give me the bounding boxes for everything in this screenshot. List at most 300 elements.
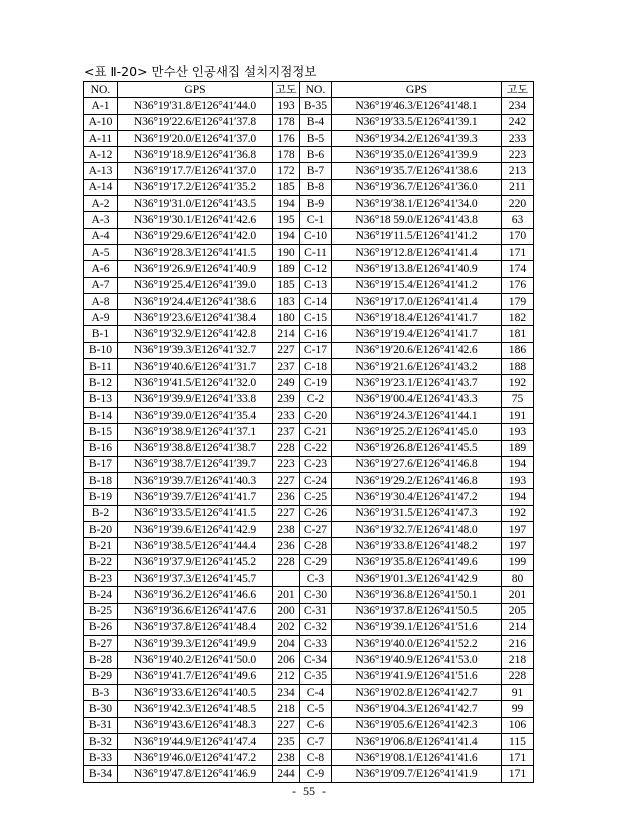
table-row	[84, 668, 534, 684]
altitude-cell: 238	[273, 522, 300, 538]
site-no-cell: B-14	[84, 407, 118, 423]
site-no-cell: B-27	[84, 636, 118, 652]
table-row	[84, 603, 534, 619]
altitude-cell: 233	[502, 130, 534, 146]
gps-cell: N36°19′01.3/E126°41′42.9	[332, 570, 502, 586]
gps-cell: N36°19′30.4/E126°41′47.2	[332, 489, 502, 505]
table-row	[84, 570, 534, 586]
site-no-cell: A-13	[84, 163, 118, 179]
site-no-cell: C-35	[300, 668, 332, 684]
table-row	[84, 147, 534, 163]
table-row	[84, 554, 534, 570]
table-row	[84, 473, 534, 489]
gps-cell: N36°19′36.8/E126°41′50.1	[332, 587, 502, 603]
table-row	[84, 489, 534, 505]
gps-cell: N36°19′06.8/E126°41′41.4	[332, 733, 502, 749]
site-no-cell: B-19	[84, 489, 118, 505]
site-no-cell: C-33	[300, 636, 332, 652]
altitude-cell: 228	[273, 440, 300, 456]
table-row	[84, 310, 534, 326]
gps-cell: N36°19′20.0/E126°41′37.0	[118, 130, 273, 146]
site-no-cell: A-14	[84, 179, 118, 195]
altitude-cell: 178	[273, 147, 300, 163]
gps-cell: N36°19′27.6/E126°41′46.8	[332, 456, 502, 472]
altitude-cell: 213	[502, 163, 534, 179]
table-row	[84, 587, 534, 603]
gps-cell: N36°19′20.6/E126°41′42.6	[332, 342, 502, 358]
site-no-cell: B-24	[84, 587, 118, 603]
altitude-cell: 63	[502, 212, 534, 228]
gps-cell: N36°19′05.6/E126°41′42.3	[332, 717, 502, 733]
site-no-cell: B-17	[84, 456, 118, 472]
gps-cell: N36°19′09.7/E126°41′41.9	[332, 766, 502, 782]
gps-cell: N36°19′31.0/E126°41′43.5	[118, 196, 273, 212]
gps-cell: N36°19′38.8/E126°41′38.7	[118, 440, 273, 456]
table-row	[84, 261, 534, 277]
table-row	[84, 130, 534, 146]
site-no-cell: B-10	[84, 342, 118, 358]
site-no-cell: A-9	[84, 310, 118, 326]
altitude-cell: 185	[273, 277, 300, 293]
site-no-cell: B-23	[84, 570, 118, 586]
table-row	[84, 114, 534, 130]
site-no-cell: C-22	[300, 440, 332, 456]
gps-cell: N36°19′12.8/E126°41′41.4	[332, 244, 502, 260]
altitude-cell: 194	[273, 196, 300, 212]
altitude-cell: 234	[273, 684, 300, 700]
site-no-cell: C-4	[300, 684, 332, 700]
gps-cell: N36°19′46.3/E126°41′48.1	[332, 98, 502, 114]
site-no-cell: C-14	[300, 293, 332, 309]
altitude-cell: 239	[273, 391, 300, 407]
altitude-cell: 183	[273, 293, 300, 309]
table-row	[84, 538, 534, 554]
site-no-cell: C-28	[300, 538, 332, 554]
altitude-cell: 211	[502, 179, 534, 195]
site-no-cell: C-27	[300, 522, 332, 538]
gps-cell: N36°19′37.8/E126°41′50.5	[332, 603, 502, 619]
gps-cell: N36°19′47.8/E126°41′46.9	[118, 766, 273, 782]
altitude-cell: 178	[273, 114, 300, 130]
site-no-cell: C-11	[300, 244, 332, 260]
gps-cell: N36°19′11.5/E126°41′41.2	[332, 228, 502, 244]
site-no-cell: B-1	[84, 326, 118, 342]
site-no-cell: C-31	[300, 603, 332, 619]
table-row	[84, 424, 534, 440]
site-no-cell: C-15	[300, 310, 332, 326]
altitude-cell: 176	[273, 130, 300, 146]
site-no-cell: A-7	[84, 277, 118, 293]
altitude-cell: 115	[502, 733, 534, 749]
site-no-cell: B-30	[84, 701, 118, 717]
gps-cell: N36°19′39.0/E126°41′35.4	[118, 407, 273, 423]
table-caption: <표 Ⅱ-20> 만수산 인공새집 설치지점정보	[84, 64, 317, 79]
gps-cell: N36°19′26.9/E126°41′40.9	[118, 261, 273, 277]
gps-cell: N36°19′17.2/E126°41′35.2	[118, 179, 273, 195]
table-row	[84, 522, 534, 538]
site-no-cell: B-32	[84, 733, 118, 749]
altitude-cell	[273, 570, 300, 586]
table-row	[84, 228, 534, 244]
gps-cell: N36°19′29.6/E126°41′42.0	[118, 228, 273, 244]
table-row	[84, 326, 534, 342]
altitude-cell: 249	[273, 375, 300, 391]
gps-cell: N36°19′41.5/E126°41′32.0	[118, 375, 273, 391]
site-no-cell: C-16	[300, 326, 332, 342]
gps-cell: N36°19′22.6/E126°41′37.8	[118, 114, 273, 130]
gps-cell: N36°19′46.0/E126°41′47.2	[118, 750, 273, 766]
gps-cell: N36°19′33.8/E126°41′48.2	[332, 538, 502, 554]
gps-cell: N36°19′39.7/E126°41′41.7	[118, 489, 273, 505]
altitude-cell: 171	[502, 766, 534, 782]
altitude-cell: 223	[502, 147, 534, 163]
altitude-cell: 188	[502, 359, 534, 375]
site-no-cell: C-6	[300, 717, 332, 733]
gps-cell: N36°19′13.8/E126°41′40.9	[332, 261, 502, 277]
site-no-cell: B-35	[300, 98, 332, 114]
gps-cell: N36°19′43.6/E126°41′48.3	[118, 717, 273, 733]
altitude-cell: 227	[273, 342, 300, 358]
site-no-cell: C-18	[300, 359, 332, 375]
altitude-cell: 181	[502, 326, 534, 342]
gps-cell: N36°19′25.2/E126°41′45.0	[332, 424, 502, 440]
page-number: - 55 -	[292, 784, 326, 798]
gps-cell: N36°19′23.1/E126°41′43.7	[332, 375, 502, 391]
gps-cell: N36°19′35.0/E126°41′39.9	[332, 147, 502, 163]
header-no: NO.	[84, 82, 118, 98]
altitude-cell: 171	[502, 244, 534, 260]
gps-cell: N36°19′29.2/E126°41′46.8	[332, 473, 502, 489]
table-row	[84, 407, 534, 423]
table-row	[84, 505, 534, 521]
altitude-cell: 172	[273, 163, 300, 179]
altitude-cell: 227	[273, 717, 300, 733]
table-row	[84, 244, 534, 260]
gps-cell: N36°19′38.5/E126°41′44.4	[118, 538, 273, 554]
site-no-cell: C-9	[300, 766, 332, 782]
table-row	[84, 684, 534, 700]
table-body	[84, 98, 534, 782]
site-no-cell: B-33	[84, 750, 118, 766]
table-header-row	[84, 82, 534, 98]
gps-cell: N36°19′40.0/E126°41′52.2	[332, 636, 502, 652]
altitude-cell: 216	[502, 636, 534, 652]
site-no-cell: A-12	[84, 147, 118, 163]
gps-cell: N36°19′39.6/E126°41′42.9	[118, 522, 273, 538]
gps-cell: N36°19′36.7/E126°41′36.0	[332, 179, 502, 195]
altitude-cell: 99	[502, 701, 534, 717]
altitude-cell: 197	[502, 522, 534, 538]
site-no-cell: C-29	[300, 554, 332, 570]
site-no-cell: B-25	[84, 603, 118, 619]
site-no-cell: C-3	[300, 570, 332, 586]
site-no-cell: B-29	[84, 668, 118, 684]
altitude-cell: 244	[273, 766, 300, 782]
site-no-cell: C-1	[300, 212, 332, 228]
site-no-cell: A-6	[84, 261, 118, 277]
gps-cell: N36°19′31.5/E126°41′47.3	[332, 505, 502, 521]
altitude-cell: 194	[502, 489, 534, 505]
altitude-cell: 186	[502, 342, 534, 358]
site-no-cell: B-15	[84, 424, 118, 440]
site-no-cell: B-26	[84, 619, 118, 635]
table-row	[84, 440, 534, 456]
site-no-cell: C-10	[300, 228, 332, 244]
table-row	[84, 701, 534, 717]
gps-cell: N36°19′36.2/E126°41′46.6	[118, 587, 273, 603]
gps-cell: N36°19′35.8/E126°41′49.6	[332, 554, 502, 570]
gps-cell: N36°19′33.6/E126°41′40.5	[118, 684, 273, 700]
gps-cell: N36°19′25.4/E126°41′39.0	[118, 277, 273, 293]
table-row	[84, 750, 534, 766]
site-no-cell: B-12	[84, 375, 118, 391]
gps-cell: N36°19′44.9/E126°41′47.4	[118, 733, 273, 749]
site-no-cell: C-5	[300, 701, 332, 717]
site-no-cell: C-12	[300, 261, 332, 277]
altitude-cell: 220	[502, 196, 534, 212]
altitude-cell: 194	[502, 456, 534, 472]
gps-cell: N36°19′41.7/E126°41′49.6	[118, 668, 273, 684]
table-row	[84, 293, 534, 309]
altitude-cell: 242	[502, 114, 534, 130]
altitude-cell: 205	[502, 603, 534, 619]
altitude-cell: 192	[502, 375, 534, 391]
site-no-cell: C-32	[300, 619, 332, 635]
gps-cell: N36°19′39.3/E126°41′49.9	[118, 636, 273, 652]
altitude-cell: 170	[502, 228, 534, 244]
header-no: NO.	[300, 82, 332, 98]
gps-cell: N36°19′17.0/E126°41′41.4	[332, 293, 502, 309]
gps-cell: N36°19′30.1/E126°41′42.6	[118, 212, 273, 228]
gps-cell: N36°19′31.8/E126°41′44.0	[118, 98, 273, 114]
altitude-cell: 200	[273, 603, 300, 619]
site-no-cell: B-4	[300, 114, 332, 130]
altitude-cell: 193	[273, 98, 300, 114]
gps-cell: N36°19′24.3/E126°41′44.1	[332, 407, 502, 423]
gps-cell: N36°19′08.1/E126°41′41.6	[332, 750, 502, 766]
table-row	[84, 391, 534, 407]
altitude-cell: 80	[502, 570, 534, 586]
gps-cell: N36°19′26.8/E126°41′45.5	[332, 440, 502, 456]
gps-cell: N36°19′23.6/E126°41′38.4	[118, 310, 273, 326]
site-no-cell: B-21	[84, 538, 118, 554]
altitude-cell: 192	[502, 505, 534, 521]
site-no-cell: A-1	[84, 98, 118, 114]
altitude-cell: 180	[273, 310, 300, 326]
site-no-cell: B-13	[84, 391, 118, 407]
gps-cell: N36°19′32.7/E126°41′48.0	[332, 522, 502, 538]
table-row	[84, 342, 534, 358]
altitude-cell: 185	[273, 179, 300, 195]
site-no-cell: B-8	[300, 179, 332, 195]
site-no-cell: B-34	[84, 766, 118, 782]
gps-cell: N36°19′33.5/E126°41′39.1	[332, 114, 502, 130]
table-row	[84, 212, 534, 228]
gps-cell: N36°19′17.7/E126°41′37.0	[118, 163, 273, 179]
gps-cell: N36°19′00.4/E126°41′43.3	[332, 391, 502, 407]
site-no-cell: A-5	[84, 244, 118, 260]
site-no-cell: A-8	[84, 293, 118, 309]
gps-cell: N36°18 59.0/E126°41′43.8	[332, 212, 502, 228]
gps-cell: N36°19′39.1/E126°41′51.6	[332, 619, 502, 635]
table-row	[84, 456, 534, 472]
site-no-cell: B-20	[84, 522, 118, 538]
gps-cell: N36°19′39.7/E126°41′40.3	[118, 473, 273, 489]
site-no-cell: C-8	[300, 750, 332, 766]
site-no-cell: B-22	[84, 554, 118, 570]
altitude-cell: 174	[502, 261, 534, 277]
site-no-cell: B-28	[84, 652, 118, 668]
table-row	[84, 717, 534, 733]
site-no-cell: C-17	[300, 342, 332, 358]
table-row	[84, 179, 534, 195]
site-no-cell: B-6	[300, 147, 332, 163]
header-gps: GPS	[332, 82, 502, 98]
altitude-cell: 238	[273, 750, 300, 766]
table-row	[84, 619, 534, 635]
altitude-cell: 218	[502, 652, 534, 668]
gps-cell: N36°19′35.7/E126°41′38.6	[332, 163, 502, 179]
table-row	[84, 277, 534, 293]
gps-cell: N36°19′28.3/E126°41′41.5	[118, 244, 273, 260]
site-no-cell: C-25	[300, 489, 332, 505]
gps-cell: N36°19′40.6/E126°41′31.7	[118, 359, 273, 375]
altitude-cell: 204	[273, 636, 300, 652]
gps-cell: N36°19′39.3/E126°41′32.7	[118, 342, 273, 358]
altitude-cell: 75	[502, 391, 534, 407]
gps-cell: N36°19′37.3/E126°41′45.7	[118, 570, 273, 586]
gps-cell: N36°19′18.4/E126°41′41.7	[332, 310, 502, 326]
gps-cell: N36°19′37.9/E126°41′45.2	[118, 554, 273, 570]
altitude-cell: 214	[502, 619, 534, 635]
altitude-cell: 201	[273, 587, 300, 603]
altitude-cell: 91	[502, 684, 534, 700]
altitude-cell: 206	[273, 652, 300, 668]
altitude-cell: 236	[273, 538, 300, 554]
gps-cell: N36°19′34.2/E126°41′39.3	[332, 130, 502, 146]
altitude-cell: 228	[273, 554, 300, 570]
site-no-cell: B-31	[84, 717, 118, 733]
site-no-cell: B-11	[84, 359, 118, 375]
site-no-cell: C-26	[300, 505, 332, 521]
altitude-cell: 182	[502, 310, 534, 326]
gps-cell: N36°19′18.9/E126°41′36.8	[118, 147, 273, 163]
gps-cell: N36°19′36.6/E126°41′47.6	[118, 603, 273, 619]
gps-cell: N36°19′04.3/E126°41′42.7	[332, 701, 502, 717]
gps-cell: N36°19′19.4/E126°41′41.7	[332, 326, 502, 342]
altitude-cell: 199	[502, 554, 534, 570]
site-no-cell: B-5	[300, 130, 332, 146]
site-no-cell: A-3	[84, 212, 118, 228]
gps-cell: N36°19′41.9/E126°41′51.6	[332, 668, 502, 684]
gps-cell: N36°19′32.9/E126°41′42.8	[118, 326, 273, 342]
gps-cell: N36°19′33.5/E126°41′41.5	[118, 505, 273, 521]
table-row	[84, 196, 534, 212]
altitude-cell: 201	[502, 587, 534, 603]
altitude-cell: 176	[502, 277, 534, 293]
table-row	[84, 766, 534, 782]
table-row	[84, 636, 534, 652]
site-no-cell: C-30	[300, 587, 332, 603]
table-row	[84, 163, 534, 179]
gps-cell: N36°19′42.3/E126°41′48.5	[118, 701, 273, 717]
gps-cell: N36°19′21.6/E126°41′43.2	[332, 359, 502, 375]
altitude-cell: 171	[502, 750, 534, 766]
gps-cell: N36°19′24.4/E126°41′38.6	[118, 293, 273, 309]
altitude-cell: 189	[502, 440, 534, 456]
site-no-cell: A-4	[84, 228, 118, 244]
site-no-cell: A-10	[84, 114, 118, 130]
gps-cell: N36°19′40.2/E126°41′50.0	[118, 652, 273, 668]
site-no-cell: C-20	[300, 407, 332, 423]
altitude-cell: 189	[273, 261, 300, 277]
gps-cell: N36°19′38.9/E126°41′37.1	[118, 424, 273, 440]
altitude-cell: 235	[273, 733, 300, 749]
altitude-cell: 106	[502, 717, 534, 733]
altitude-cell: 190	[273, 244, 300, 260]
table-row	[84, 375, 534, 391]
header-altitude: 고도	[502, 82, 534, 98]
header-altitude: 고도	[273, 82, 300, 98]
nest-location-table	[83, 81, 534, 783]
altitude-cell: 193	[502, 473, 534, 489]
header-gps: GPS	[118, 82, 273, 98]
altitude-cell: 179	[502, 293, 534, 309]
site-no-cell: C-19	[300, 375, 332, 391]
gps-cell: N36°19′02.8/E126°41′42.7	[332, 684, 502, 700]
site-no-cell: B-16	[84, 440, 118, 456]
site-no-cell: C-7	[300, 733, 332, 749]
altitude-cell: 228	[502, 668, 534, 684]
table-row	[84, 98, 534, 114]
site-no-cell: C-24	[300, 473, 332, 489]
gps-cell: N36°19′15.4/E126°41′41.2	[332, 277, 502, 293]
site-no-cell: A-11	[84, 130, 118, 146]
site-no-cell: B-3	[84, 684, 118, 700]
altitude-cell: 233	[273, 407, 300, 423]
site-no-cell: C-13	[300, 277, 332, 293]
altitude-cell: 202	[273, 619, 300, 635]
site-no-cell: B-18	[84, 473, 118, 489]
site-no-cell: C-2	[300, 391, 332, 407]
gps-cell: N36°19′38.1/E126°41′34.0	[332, 196, 502, 212]
altitude-cell: 218	[273, 701, 300, 717]
gps-cell: N36°19′39.9/E126°41′33.8	[118, 391, 273, 407]
site-no-cell: C-34	[300, 652, 332, 668]
altitude-cell: 227	[273, 473, 300, 489]
altitude-cell: 193	[502, 424, 534, 440]
altitude-cell: 212	[273, 668, 300, 684]
altitude-cell: 237	[273, 424, 300, 440]
altitude-cell: 237	[273, 359, 300, 375]
site-no-cell: C-23	[300, 456, 332, 472]
gps-cell: N36°19′40.9/E126°41′53.0	[332, 652, 502, 668]
table-row	[84, 733, 534, 749]
altitude-cell: 191	[502, 407, 534, 423]
gps-cell: N36°19′37.8/E126°41′48.4	[118, 619, 273, 635]
site-no-cell: B-2	[84, 505, 118, 521]
site-no-cell: B-7	[300, 163, 332, 179]
altitude-cell: 234	[502, 98, 534, 114]
site-no-cell: B-9	[300, 196, 332, 212]
altitude-cell: 236	[273, 489, 300, 505]
site-no-cell: C-21	[300, 424, 332, 440]
altitude-cell: 195	[273, 212, 300, 228]
table-row	[84, 359, 534, 375]
altitude-cell: 194	[273, 228, 300, 244]
altitude-cell: 214	[273, 326, 300, 342]
altitude-cell: 227	[273, 505, 300, 521]
